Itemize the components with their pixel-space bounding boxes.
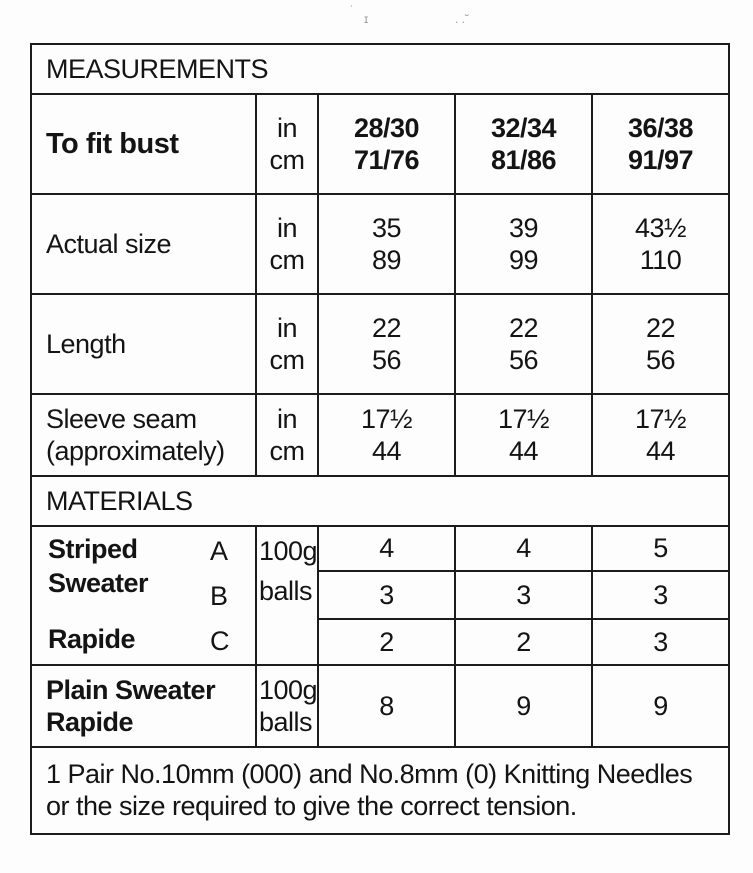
value-in: 17½ xyxy=(360,403,413,434)
label-line: Sleeve seam xyxy=(46,403,197,434)
size-header-row xyxy=(31,94,729,194)
value-cell xyxy=(318,294,455,394)
plain-sweater-label xyxy=(31,665,256,747)
value-cm: 56 xyxy=(646,345,676,375)
size-column-1 xyxy=(318,94,455,194)
ball-unit-cell xyxy=(256,665,318,747)
unit-cm: cm xyxy=(269,345,305,375)
value-cell xyxy=(455,294,592,394)
to-fit-bust-label: To fit bust xyxy=(31,94,256,194)
measurements-title: MEASUREMENTS xyxy=(31,44,729,94)
size-cm: 71/76 xyxy=(353,145,420,175)
size-in: 32/34 xyxy=(490,112,557,143)
value-cm: 56 xyxy=(508,345,539,375)
scan-specks: ˙ ɪ . .˘ xyxy=(350,3,469,26)
value-cell xyxy=(318,394,455,476)
value-cell: 5 xyxy=(592,526,729,571)
value-in: 22 xyxy=(646,312,676,343)
value-in: 39 xyxy=(508,212,539,243)
colour-letter: C xyxy=(210,626,229,656)
ball-unit: balls xyxy=(259,576,313,607)
value-in: 22 xyxy=(371,312,402,343)
value-cell: 3 xyxy=(592,571,729,619)
value-in: 35 xyxy=(371,212,402,243)
ball-weight: 100g xyxy=(259,536,318,566)
value-cell xyxy=(592,194,729,294)
unit-cm: cm xyxy=(269,145,305,175)
value-cell xyxy=(592,294,729,394)
unit-cell xyxy=(256,394,318,476)
row-label: Actual size xyxy=(31,194,256,294)
ball-unit: balls xyxy=(259,707,313,737)
sleeve-seam-label xyxy=(31,394,256,476)
value-cell: 3 xyxy=(592,619,729,665)
size-cm: 81/86 xyxy=(490,145,557,175)
value-cell: 4 xyxy=(318,526,455,571)
size-in: 36/38 xyxy=(627,112,694,143)
value-cell: 3 xyxy=(318,571,455,619)
unit-in: in xyxy=(276,212,297,243)
row-label: Length xyxy=(31,294,256,394)
unit-in: in xyxy=(276,112,297,143)
actual-size-row xyxy=(31,194,729,294)
value-cell xyxy=(318,194,455,294)
value-in: 17½ xyxy=(497,403,550,434)
colour-letter: B xyxy=(210,581,228,611)
value-cm: 44 xyxy=(371,436,402,466)
value-cell: 8 xyxy=(318,665,455,747)
value-cell: 4 xyxy=(455,526,592,571)
striped-row-a xyxy=(31,526,729,571)
unit-cell xyxy=(256,94,318,194)
value-cm: 56 xyxy=(371,345,402,375)
name-line: Striped xyxy=(48,534,138,564)
value-cm: 89 xyxy=(371,245,402,275)
name-line: Rapide xyxy=(46,707,134,737)
size-column-3 xyxy=(592,94,729,194)
value-cell xyxy=(455,194,592,294)
length-row xyxy=(31,294,729,394)
plain-sweater-row xyxy=(31,665,729,747)
value-cm: 110 xyxy=(639,245,682,275)
unit-cell xyxy=(256,194,318,294)
unit-in: in xyxy=(276,403,297,434)
value-cm: 44 xyxy=(508,436,539,466)
value-cm: 99 xyxy=(508,245,539,275)
size-cm: 91/97 xyxy=(627,145,694,175)
value-in: 17½ xyxy=(635,403,687,434)
value-cell: 2 xyxy=(455,619,592,665)
value-cell xyxy=(455,394,592,476)
label-line: (approximately) xyxy=(46,436,225,466)
value-cell: 9 xyxy=(455,665,592,747)
value-cell: 2 xyxy=(318,619,455,665)
pattern-table xyxy=(30,43,730,835)
unit-in: in xyxy=(276,312,297,343)
colour-letter: A xyxy=(210,536,228,566)
materials-title: MATERIALS xyxy=(31,476,729,526)
name-line: Sweater xyxy=(48,567,149,598)
yarn-name: Rapide xyxy=(48,624,136,654)
value-in: 22 xyxy=(508,312,539,343)
value-cm: 44 xyxy=(646,436,676,466)
ball-unit-cell xyxy=(256,526,318,665)
sleeve-seam-row xyxy=(31,394,729,476)
needles-note: 1 Pair No.10mm (000) and No.8mm (0) Knitting Needles or the size required to give the correct tension. xyxy=(31,747,729,834)
size-column-2 xyxy=(455,94,592,194)
striped-name xyxy=(48,533,148,601)
size-in: 28/30 xyxy=(353,112,420,143)
value-cell: 9 xyxy=(592,665,729,747)
unit-cm: cm xyxy=(269,245,305,275)
value-cell: 3 xyxy=(455,571,592,619)
ball-weight: 100g xyxy=(259,674,318,705)
unit-cell xyxy=(256,294,318,394)
unit-cm: cm xyxy=(269,436,305,466)
name-line: Plain Sweater xyxy=(46,674,216,705)
value-in: 43½ xyxy=(635,212,687,243)
value-cell xyxy=(592,394,729,476)
striped-sweater-label xyxy=(31,526,256,665)
